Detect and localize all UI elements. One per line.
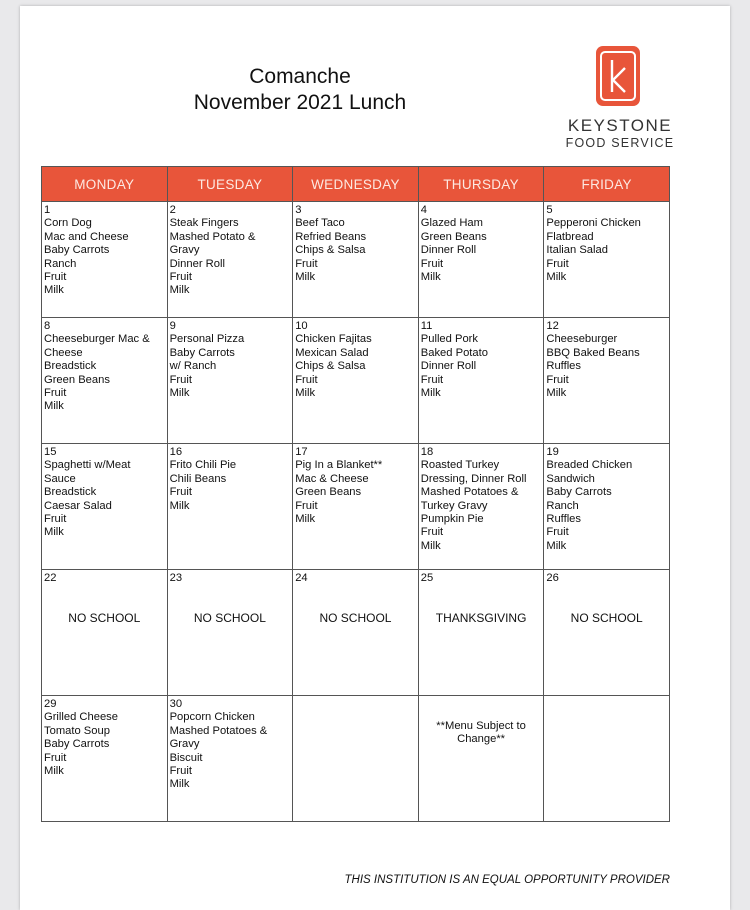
day-note: NO SCHOOL — [570, 611, 643, 626]
menu-item: Milk — [420, 387, 441, 400]
menu-item: Ruffles — [546, 360, 581, 373]
menu-item: Milk — [295, 513, 316, 526]
logo-subtitle: FOOD SERVICE — [565, 136, 675, 150]
menu-item: Corn Dog — [44, 217, 92, 230]
day-cell — [293, 444, 419, 570]
menu-item: Flatbread — [546, 230, 594, 243]
menu-item: Milk — [44, 284, 64, 297]
day-cell — [293, 202, 419, 318]
day-cell — [544, 202, 670, 318]
day-number: 26 — [546, 572, 559, 584]
menu-item: Fruit — [44, 387, 67, 400]
menu-item: Fruit — [169, 271, 192, 284]
menu-item: Chips & Salsa — [295, 360, 366, 373]
menu-item: Ruffles — [546, 513, 581, 526]
menu-item: Cheeseburger Mac & — [44, 333, 150, 346]
menu-item: Fruit — [44, 271, 67, 284]
menu-item: w/ Ranch — [169, 360, 217, 373]
week-row — [42, 444, 670, 570]
menu-item: Frito Chili Pie — [169, 459, 237, 472]
menu-item: Steak Fingers — [169, 217, 239, 230]
day-cell — [418, 318, 544, 444]
menu-item: Milk — [546, 387, 567, 400]
menu-item: Milk — [44, 400, 64, 413]
day-cell — [544, 318, 670, 444]
menu-item: Mashed Potatoes & — [169, 724, 268, 737]
day-number: 15 — [44, 446, 57, 458]
menu-item: Gravy — [169, 738, 200, 751]
menu-title: November 2021 Lunch — [193, 91, 407, 114]
menu-item: Dinner Roll — [420, 244, 477, 257]
day-cell — [544, 444, 670, 570]
menu-item: Milk — [420, 539, 441, 552]
menu-item: Tomato Soup — [44, 724, 110, 737]
day-cell — [544, 570, 670, 696]
day-number: 11 — [420, 320, 433, 332]
menu-item: Refried Beans — [295, 230, 367, 243]
day-note: THANKSGIVING — [435, 611, 527, 626]
menu-item: Turkey Gravy — [420, 499, 488, 512]
menu-disclaimer-line: Change** — [457, 733, 506, 746]
menu-item: Green Beans — [44, 373, 110, 386]
menu-item: Fruit — [420, 373, 444, 386]
menu-item: Fruit — [546, 373, 569, 386]
menu-item: Dinner Roll — [420, 360, 477, 373]
menu-item: Fruit — [420, 257, 444, 270]
day-note: NO SCHOOL — [68, 611, 141, 626]
day-number: 2 — [169, 204, 176, 216]
day-cell — [418, 202, 544, 318]
menu-item: Milk — [169, 778, 190, 791]
menu-item: Green Beans — [295, 486, 362, 499]
day-number: 1 — [44, 204, 51, 216]
menu-item: Baby Carrots — [169, 346, 235, 359]
menu-item: Italian Salad — [546, 244, 608, 257]
day-cell — [42, 444, 168, 570]
menu-item: Mexican Salad — [295, 346, 369, 359]
day-number: 8 — [44, 320, 51, 332]
menu-item: Mashed Potato & — [169, 230, 256, 243]
menu-item: Mashed Potatoes & — [420, 486, 519, 499]
menu-item: Cheeseburger — [546, 333, 618, 346]
header-wednesday: WEDNESDAY — [293, 167, 419, 202]
day-number: 4 — [420, 204, 428, 216]
day-note: NO SCHOOL — [193, 611, 266, 626]
header-friday: FRIDAY — [544, 167, 670, 202]
menu-item: Milk — [546, 539, 567, 552]
menu-item: Fruit — [169, 373, 192, 386]
menu-item: Pig In a Blanket** — [295, 459, 383, 472]
menu-item: Baked Potato — [420, 346, 488, 359]
day-number: 12 — [546, 320, 559, 332]
menu-item: Breadstick — [44, 360, 97, 373]
menu-item: Breadstick — [44, 486, 97, 499]
menu-item: Fruit — [546, 257, 569, 270]
day-cell — [544, 696, 670, 822]
day-cell — [418, 444, 544, 570]
menu-item: Mac & Cheese — [295, 472, 369, 485]
menu-item: Fruit — [546, 526, 569, 539]
menu-item: Gravy — [169, 244, 200, 257]
menu-item: Chicken Fajitas — [295, 333, 372, 346]
menu-item: Pumpkin Pie — [420, 513, 484, 526]
day-number: 9 — [169, 320, 176, 332]
menu-item: Milk — [169, 499, 190, 512]
header-tuesday: TUESDAY — [167, 167, 293, 202]
menu-item: Roasted Turkey — [420, 459, 500, 472]
menu-item: BBQ Baked Beans — [546, 346, 640, 359]
menu-item: Milk — [420, 271, 441, 284]
day-cell — [167, 444, 293, 570]
menu-item: Mac and Cheese — [44, 230, 129, 243]
equal-opportunity-statement: THIS INSTITUTION IS AN EQUAL OPPORTUNITY PROVIDER — [344, 874, 670, 886]
menu-item: Baby Carrots — [546, 486, 612, 499]
day-number: 23 — [169, 572, 183, 584]
menu-item: Grilled Cheese — [44, 711, 118, 724]
menu-item: Baby Carrots — [44, 244, 110, 257]
menu-item: Spaghetti w/Meat — [44, 459, 131, 472]
day-number: 25 — [420, 572, 434, 584]
lunch-calendar — [41, 166, 670, 822]
menu-item: Sauce — [44, 472, 76, 485]
menu-item: Biscuit — [169, 751, 203, 764]
menu-disclaimer — [421, 720, 542, 747]
day-cell — [42, 570, 168, 696]
menu-item: Fruit — [44, 751, 67, 764]
day-cell — [42, 318, 168, 444]
week-row — [42, 318, 670, 444]
menu-item: Fruit — [169, 486, 192, 499]
menu-item: Fruit — [295, 373, 318, 386]
day-note: NO SCHOOL — [319, 611, 392, 626]
menu-item: Pepperoni Chicken — [546, 217, 641, 230]
day-number: 17 — [295, 446, 308, 458]
menu-item: Cheese — [44, 346, 83, 359]
menu-item: Fruit — [295, 257, 318, 270]
menu-item: Milk — [169, 284, 190, 297]
school-name: Comanche — [249, 65, 351, 88]
day-number: 10 — [295, 320, 308, 332]
menu-item: Pulled Pork — [420, 333, 478, 346]
menu-item: Ranch — [44, 257, 77, 270]
menu-item: Baby Carrots — [44, 738, 110, 751]
menu-item: Chips & Salsa — [295, 244, 366, 257]
menu-item: Fruit — [169, 765, 192, 778]
week-row — [42, 696, 670, 822]
menu-item: Ranch — [546, 499, 579, 512]
day-cell — [167, 696, 293, 822]
weekday-header-row — [42, 167, 670, 202]
day-number: 30 — [169, 698, 183, 710]
day-cell — [167, 570, 293, 696]
menu-item: Popcorn Chicken — [169, 711, 255, 724]
menu-item: Beef Taco — [295, 217, 345, 230]
day-cell — [167, 202, 293, 318]
menu-item: Milk — [44, 526, 64, 539]
menu-item: Glazed Ham — [420, 217, 483, 230]
menu-item: Milk — [295, 271, 316, 284]
menu-item: Fruit — [295, 499, 318, 512]
menu-item: Sandwich — [546, 472, 595, 485]
menu-item: Milk — [44, 765, 64, 778]
day-cell — [167, 318, 293, 444]
day-number: 18 — [420, 446, 434, 458]
logo-k-icon — [596, 46, 640, 106]
week-row — [42, 202, 670, 318]
day-number: 5 — [546, 204, 553, 216]
day-number: 22 — [44, 572, 57, 584]
day-number: 29 — [44, 698, 57, 710]
menu-item: Green Beans — [420, 230, 487, 243]
day-cell — [293, 570, 419, 696]
day-cell — [42, 696, 168, 822]
menu-item: Personal Pizza — [169, 333, 245, 346]
week-row — [42, 570, 670, 696]
day-cell — [418, 570, 544, 696]
menu-item: Milk — [546, 271, 567, 284]
menu-item: Milk — [169, 387, 190, 400]
header-thursday: THURSDAY — [418, 167, 544, 202]
menu-item: Dinner Roll — [169, 257, 225, 270]
menu-item: Fruit — [44, 513, 67, 526]
menu-item: Milk — [295, 387, 316, 400]
day-cell — [293, 318, 419, 444]
day-cell — [42, 202, 168, 318]
keystone-logo — [596, 46, 640, 106]
menu-item: Caesar Salad — [44, 499, 112, 512]
logo-wordmark: KEYSTONE — [567, 116, 673, 135]
menu-item: Dressing, Dinner Roll — [420, 472, 527, 485]
day-number: 24 — [295, 572, 308, 584]
day-number: 3 — [295, 204, 302, 216]
menu-item: Breaded Chicken — [546, 459, 633, 472]
day-number: 16 — [169, 446, 183, 458]
day-cell — [293, 696, 419, 822]
menu-disclaimer-line: **Menu Subject to — [436, 720, 526, 732]
header-monday: MONDAY — [42, 167, 168, 202]
menu-item: Fruit — [420, 526, 444, 539]
menu-item: Chili Beans — [169, 472, 227, 485]
day-number: 19 — [546, 446, 559, 458]
day-cell — [418, 696, 544, 822]
